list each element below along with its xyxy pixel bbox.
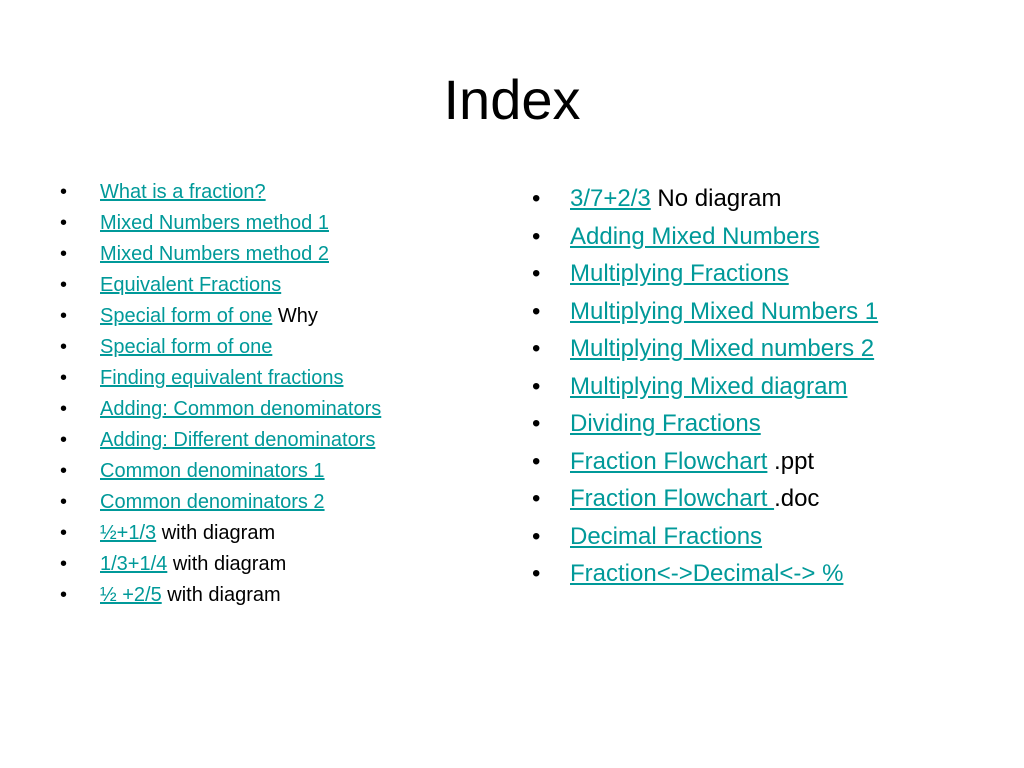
bullet-icon: • bbox=[60, 491, 68, 513]
bullet-icon: • bbox=[532, 560, 541, 587]
index-link[interactable]: Equivalent Fractions bbox=[100, 274, 282, 296]
list-item bbox=[60, 209, 381, 240]
index-link[interactable]: Multiplying Mixed diagram bbox=[570, 372, 848, 400]
item-note: with diagram bbox=[156, 522, 276, 544]
bullet-icon: • bbox=[532, 410, 541, 437]
index-link[interactable]: Fraction Flowchart bbox=[570, 485, 775, 512]
index-link[interactable]: Mixed Numbers method 2 bbox=[100, 243, 329, 265]
item-note: Why bbox=[272, 305, 318, 327]
index-link[interactable]: Special form of one bbox=[100, 336, 273, 358]
bullet-icon: • bbox=[60, 181, 68, 203]
list-item bbox=[532, 369, 878, 407]
index-link[interactable]: Adding: Common denominators bbox=[100, 398, 382, 420]
bullet-icon: • bbox=[60, 336, 68, 358]
list-item bbox=[532, 444, 878, 482]
bullet-icon: • bbox=[532, 447, 541, 475]
index-link[interactable]: What is a fraction? bbox=[100, 181, 266, 203]
bullet-icon: • bbox=[532, 222, 541, 250]
item-note: No diagram bbox=[650, 185, 782, 212]
list-item bbox=[60, 550, 381, 581]
list-item bbox=[532, 331, 878, 369]
slide-title: Index bbox=[443, 68, 581, 131]
list-item bbox=[532, 406, 878, 444]
bullet-icon: • bbox=[60, 460, 68, 482]
bullet-icon: • bbox=[532, 297, 541, 325]
index-link[interactable]: Mixed Numbers method 1 bbox=[100, 212, 329, 234]
index-link[interactable]: Fraction Flowchart bbox=[570, 447, 768, 475]
right-index-list bbox=[532, 181, 878, 594]
bullet-icon: • bbox=[532, 522, 541, 550]
item-note: .doc bbox=[774, 485, 820, 512]
index-link[interactable]: 1/3+1/4 bbox=[100, 553, 168, 575]
index-link[interactable]: ½ +2/5 bbox=[100, 584, 162, 606]
list-item bbox=[532, 519, 878, 557]
index-link[interactable]: Fraction<->Decimal<-> % bbox=[570, 560, 844, 587]
bullet-icon: • bbox=[60, 274, 68, 296]
item-note: .ppt bbox=[767, 447, 815, 475]
list-item bbox=[60, 426, 381, 457]
list-item bbox=[532, 556, 878, 594]
index-link[interactable]: Multiplying Mixed Numbers 1 bbox=[570, 297, 879, 325]
bullet-icon: • bbox=[60, 212, 68, 234]
index-link[interactable]: Multiplying Fractions bbox=[570, 260, 789, 287]
list-item bbox=[532, 256, 878, 294]
bullet-icon: • bbox=[532, 260, 541, 287]
list-item bbox=[60, 302, 381, 333]
bullet-icon: • bbox=[60, 367, 68, 389]
bullet-icon: • bbox=[532, 372, 541, 400]
bullet-icon: • bbox=[60, 584, 68, 606]
bullet-icon: • bbox=[60, 522, 68, 544]
item-note: with diagram bbox=[167, 553, 287, 575]
bullet-icon: • bbox=[532, 335, 541, 362]
index-link[interactable]: 3/7+2/3 bbox=[570, 185, 651, 212]
list-item bbox=[532, 481, 878, 519]
left-index-list bbox=[60, 178, 381, 612]
list-item bbox=[60, 178, 381, 209]
list-item bbox=[60, 519, 381, 550]
index-link[interactable]: Adding Mixed Numbers bbox=[570, 222, 820, 250]
list-item bbox=[60, 240, 381, 271]
list-item bbox=[60, 271, 381, 302]
index-link[interactable]: Dividing Fractions bbox=[570, 410, 761, 437]
index-link[interactable]: Decimal Fractions bbox=[570, 522, 763, 550]
list-item bbox=[60, 395, 381, 426]
bullet-icon: • bbox=[60, 429, 68, 451]
list-item bbox=[60, 581, 381, 612]
bullet-icon: • bbox=[60, 243, 68, 265]
index-link[interactable]: Multiplying Mixed numbers 2 bbox=[570, 335, 875, 362]
list-item bbox=[532, 294, 878, 332]
list-item bbox=[60, 457, 381, 488]
list-item bbox=[532, 181, 878, 219]
bullet-icon: • bbox=[532, 185, 541, 212]
index-link[interactable]: Special form of one bbox=[100, 305, 273, 327]
list-item bbox=[60, 488, 381, 519]
index-link[interactable]: ½+1/3 bbox=[100, 522, 157, 544]
list-item bbox=[532, 219, 878, 257]
bullet-icon: • bbox=[532, 485, 541, 512]
index-link[interactable]: Common denominators 2 bbox=[100, 491, 325, 513]
item-note: with diagram bbox=[161, 584, 281, 606]
index-link[interactable]: Common denominators 1 bbox=[100, 460, 325, 482]
bullet-icon: • bbox=[60, 553, 68, 575]
list-item bbox=[60, 364, 381, 395]
index-link[interactable]: Adding: Different denominators bbox=[100, 429, 376, 451]
bullet-icon: • bbox=[60, 305, 68, 327]
list-item bbox=[60, 333, 381, 364]
bullet-icon: • bbox=[60, 398, 68, 420]
index-link[interactable]: Finding equivalent fractions bbox=[100, 367, 344, 389]
